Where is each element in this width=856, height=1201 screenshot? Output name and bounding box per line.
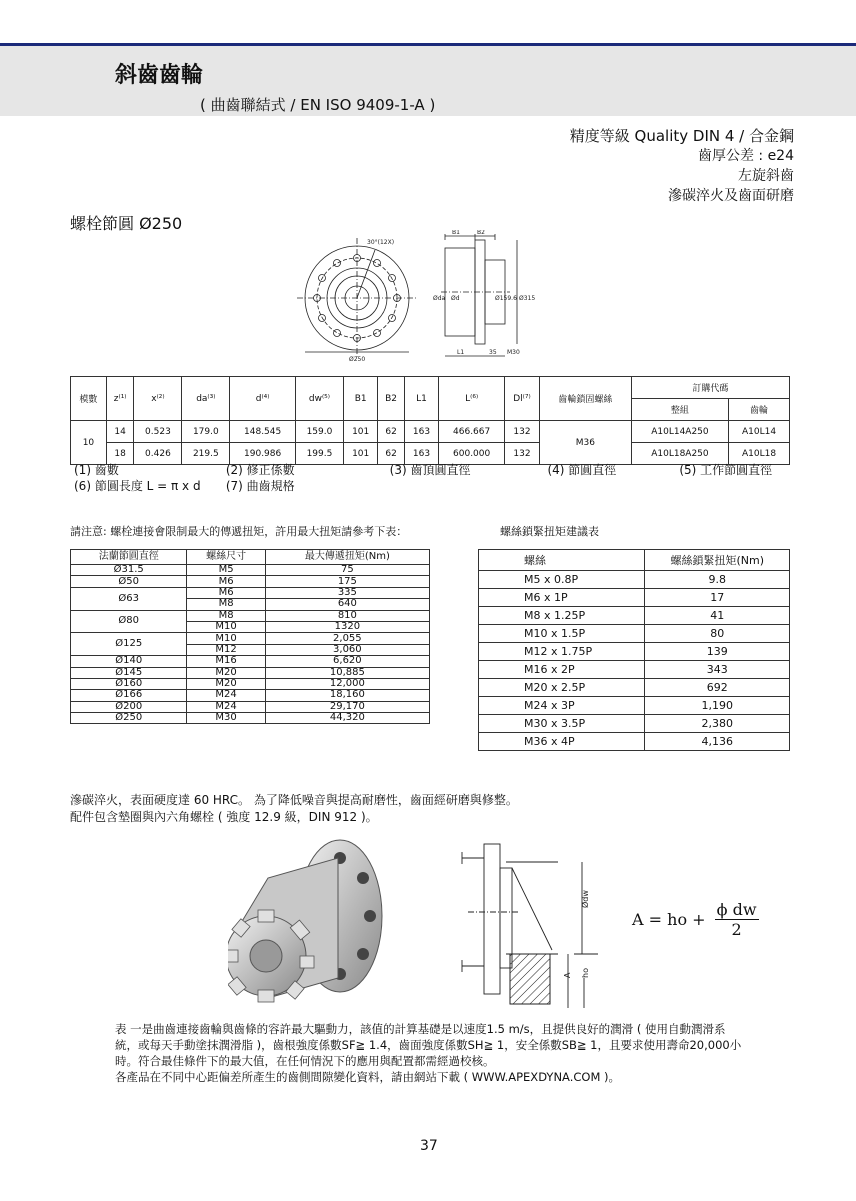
table-row [479,607,790,625]
torque-note: 請注意: 螺栓連接會限制最大的傳遞扭矩，許用最大扭矩請參考下表： [70,525,408,538]
bolt-cell: M36 [539,421,631,465]
helix-line: 左旋斜齒 [738,168,794,184]
table-cell: M24 [187,690,265,701]
table-cell: 179.0 [182,421,230,443]
table-cell: M16 x 2P [479,661,645,679]
bolt-header: 螺絲鎖緊扭矩(Nm) [645,550,790,571]
spec-table [70,376,790,465]
table-cell: 44,320 [265,713,429,724]
bolt-table [478,549,790,751]
table-cell: 600.000 [439,443,505,465]
table-cell: M20 x 2.5P [479,679,645,697]
table-row [71,690,430,701]
table-cell: M10 [187,633,265,644]
module-cell: 10 [71,421,107,465]
table-cell: 466.667 [439,421,505,443]
table-row [71,656,430,667]
formula-numerator: ϕ dw [716,900,757,919]
table-cell: 101 [343,421,378,443]
quality-line: 精度等級 Quality DIN 4 / 合金鋼 [569,127,794,145]
page-title: 斜齒齒輪 [115,63,204,88]
table-cell: 148.545 [230,421,296,443]
m30-label: M30 [507,349,520,356]
table-cell: M24 x 3P [479,697,645,715]
spec-header: L1 [404,377,439,421]
table-cell: 14 [106,421,134,443]
table-row [71,576,430,587]
table-cell: 2,380 [645,715,790,733]
da-label: Øda [433,295,446,302]
table-cell: 3,060 [265,644,429,655]
a-label: A [563,972,572,978]
table-cell: 640 [265,599,429,610]
table-row [479,715,790,733]
table-cell: M20 [187,678,265,689]
ho-label: ho [581,968,590,978]
table-cell: M6 [187,576,265,587]
formula-lhs: A = ho + [632,910,706,929]
footnote: (3) 齒頂圓直徑 [389,463,471,477]
table-cell: M30 [187,713,265,724]
paragraph-line: 配件包含墊圈與內六角螺栓 ( 強度 12.9 級，DIN 912 )。 [70,810,378,824]
table-cell: M30 x 3.5P [479,715,645,733]
spec-subheader: 齒輪 [729,399,790,421]
paragraph-line: 表 一是曲齒連接齒輪與齒條的容許最大驅動力，該值的計算基礎是以速度1.5 m/s，且提供良好的潤滑 ( 使用自動潤滑系統，或每天手動塗抹潤滑脂 )，齒根強度係數SF≧ 1.4，齒面強度係數SH≧ 1，安全係數SB≧ 1，且要求使用壽命20,000小時。符合最佳條件下的最大值，在任何情況下的應用與配置都需經過校核。 [115,1022,742,1068]
table-cell: 2,055 [265,633,429,644]
table-cell: 62 [378,421,404,443]
table-cell: 10,885 [265,667,429,678]
table-cell: 132 [505,443,540,465]
description-paragraph [115,1021,743,1085]
table-row [71,713,430,724]
table-cell: M5 x 0.8P [479,571,645,589]
table-cell: 0.523 [134,421,182,443]
table-cell: M8 x 1.25P [479,607,645,625]
page-subtitle: ( 曲齒聯結式 / EN ISO 9409-1-A ) [200,96,436,114]
table-row [479,589,790,607]
bolt-header: 螺絲 [479,550,645,571]
pcd-cell: Ø166 [71,690,187,701]
table-row [479,571,790,589]
treatment-line: 滲碳淬火及齒面研磨 [668,188,794,204]
table-row [71,701,430,712]
table-cell: M36 x 4P [479,733,645,751]
table-cell: 17 [645,589,790,607]
torque-table [70,549,430,724]
table-cell: 692 [645,679,790,697]
spec-header: B2 [378,377,404,421]
footnote: (1) 齒數 [74,463,119,477]
table-cell: M24 [187,701,265,712]
table-cell: A10L18A250 [631,443,728,465]
table-row [71,667,430,678]
table-row [479,679,790,697]
table-cell: 1,190 [645,697,790,715]
table-cell: 335 [265,587,429,598]
table-cell: M8 [187,610,265,621]
table-cell: M10 [187,621,265,632]
spec-header: L⁽⁶⁾ [439,377,505,421]
spec-info [570,126,794,206]
footnote: (7) 曲齒規格 [225,479,295,493]
spec-header: da⁽³⁾ [182,377,230,421]
spec-header: d⁽⁴⁾ [230,377,296,421]
spec-header: B1 [343,377,378,421]
table-cell: M8 [187,599,265,610]
table-cell: 175 [265,576,429,587]
table-cell: A10L18 [729,443,790,465]
table-cell: 163 [404,421,439,443]
spec-header: 模數 [71,377,107,421]
table-cell: M6 [187,587,265,598]
table-row [71,587,430,598]
table-cell: A10L14 [729,421,790,443]
table-cell: 219.5 [182,443,230,465]
table-row [71,610,430,621]
formula [632,900,759,939]
pcd-cell: Ø140 [71,656,187,667]
table-cell: 18 [106,443,134,465]
d315-label: Ø315 [519,295,535,302]
torque-header: 最大傳遞扭矩(Nm) [265,550,429,565]
b1-label: B1 [452,230,460,236]
pcd-cell: Ø145 [71,667,187,678]
table-cell: M10 x 1.5P [479,625,645,643]
table-cell: 0.426 [134,443,182,465]
table-cell: M12 [187,644,265,655]
table-row [479,643,790,661]
table-cell: 190.986 [230,443,296,465]
section-title: 螺栓節圓 Ø250 [70,214,183,233]
table-cell: 343 [645,661,790,679]
pcd-cell: Ø125 [71,633,187,656]
table-cell: A10L14A250 [631,421,728,443]
table-cell: 9.8 [645,571,790,589]
table-cell: M16 [187,656,265,667]
table-row [479,661,790,679]
table-row [479,625,790,643]
spec-subheader: 整組 [631,399,728,421]
spec-header: 齒輪鎖固螺絲 [539,377,631,421]
table-cell: 6,620 [265,656,429,667]
d250-label: Ø250 [349,356,366,363]
dw-label: Ødw [581,890,590,908]
table-cell: 132 [505,421,540,443]
pcd-cell: Ø63 [71,587,187,610]
table-cell: 139 [645,643,790,661]
pcd-cell: Ø200 [71,701,187,712]
table-cell: 159.0 [296,421,344,443]
pcd-cell: Ø50 [71,576,187,587]
treatment-paragraph [70,792,518,826]
torque-header: 法蘭節圓直徑 [71,550,187,565]
paragraph-line: 各產品在不同中心距偏差所產生的齒側間隙變化資料，請由網站下載 ( WWW.APEXDYNA.COM )。 [115,1070,621,1084]
gear-3d-illustration [228,838,388,1018]
table-cell: 75 [265,565,429,576]
table-cell: M6 x 1P [479,589,645,607]
tolerance-line: 齒厚公差 : e24 [697,148,794,164]
d-label: Ød [451,295,460,302]
torque-header: 螺絲尺寸 [187,550,265,565]
pcd-cell: Ø80 [71,610,187,633]
spec-header: z⁽¹⁾ [106,377,134,421]
table-cell: 29,170 [265,701,429,712]
spec-header: x⁽²⁾ [134,377,182,421]
table-cell: 163 [404,443,439,465]
table-row [71,633,430,644]
bolt-note: 螺絲鎖緊扭矩建議表 [500,525,599,538]
footnote: (4) 節圓直徑 [547,463,617,477]
section-view-drawing [458,838,608,1008]
l1-label: L1 [457,349,465,356]
footnote: (6) 節圓長度 L = π x d [74,479,201,493]
formula-denominator: 2 [731,920,742,939]
table-cell: M12 x 1.75P [479,643,645,661]
table-row [479,697,790,715]
table-cell: 199.5 [296,443,344,465]
table-row [71,421,790,443]
table-cell: 810 [265,610,429,621]
table-cell: 4,136 [645,733,790,751]
table-cell: 12,000 [265,678,429,689]
table-cell: M5 [187,565,265,576]
angle-label: 30°(12X) [367,239,395,246]
pcd-cell: Ø250 [71,713,187,724]
d35-label: 35 [489,349,497,356]
paragraph-line: 滲碳淬火，表面硬度達 60 HRC。 為了降低噪音與提高耐磨性，齒面經研磨與修整。 [70,793,518,807]
spec-header: 訂購代碼 [631,377,789,399]
spec-header: Dl⁽⁷⁾ [505,377,540,421]
b2-label: B2 [477,230,485,236]
page-number: 37 [420,1138,438,1154]
gear-drawing [295,230,535,365]
d159-label: Ø159.6 [495,295,517,302]
table-cell: 80 [645,625,790,643]
table-cell: 18,160 [265,690,429,701]
table-cell: 101 [343,443,378,465]
footnotes [74,462,804,494]
spec-header: dw⁽⁵⁾ [296,377,344,421]
table-cell: M20 [187,667,265,678]
footnote: (2) 修正係數 [225,463,295,477]
table-row [479,733,790,751]
table-row [71,565,430,576]
pcd-cell: Ø160 [71,678,187,689]
table-cell: 1320 [265,621,429,632]
footnote: (5) 工作節圓直徑 [679,463,773,477]
pcd-cell: Ø31.5 [71,565,187,576]
table-cell: 62 [378,443,404,465]
table-cell: 41 [645,607,790,625]
